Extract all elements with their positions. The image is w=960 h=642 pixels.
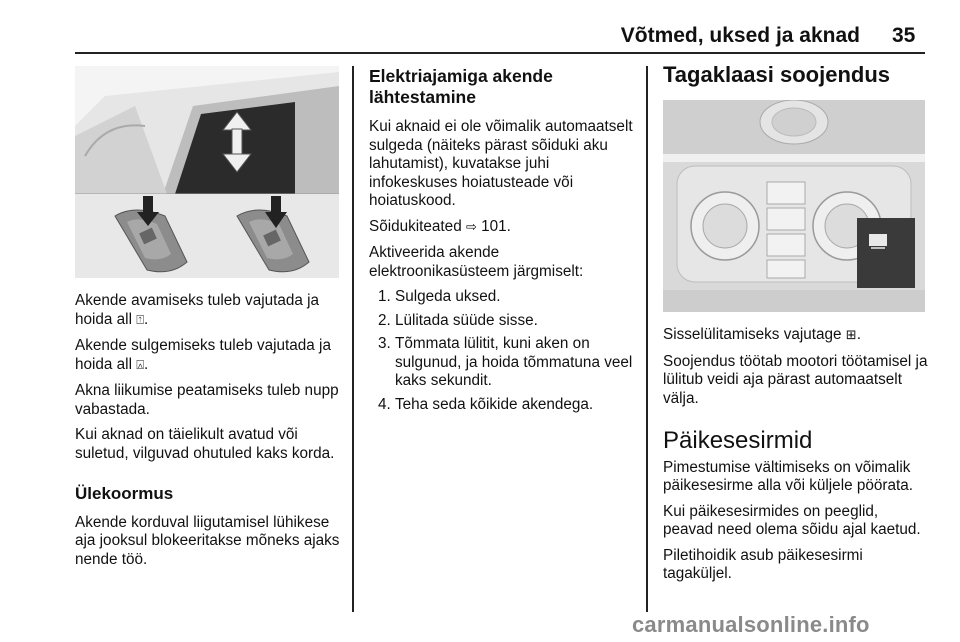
column-divider-1	[352, 66, 354, 612]
paragraph-stop: Akna liikumise peatamiseks tuleb nupp vabastada.	[75, 382, 339, 418]
heading-sun-visors: Päikesesirmid	[663, 427, 813, 454]
paragraph-activate: Aktiveerida akende elektroonikasüsteem järgmiselt:	[369, 244, 584, 280]
paragraph-window-init: Kui aknaid ei ole võimalik automaatselt sulgeda (näiteks pärast sõiduki aku lahutamist), kuvatakse juhi infokeskuses hoiatusteade või hoiatuskood.	[369, 118, 633, 209]
rear-window-heating-icon: ⊞	[845, 328, 857, 343]
list-item: 2. Lülitada süüde sisse.	[395, 312, 637, 331]
left-knob	[691, 192, 759, 260]
right-column-top	[663, 62, 928, 97]
paragraph-heating-auto-off: Soojendus töötab mootori töötamisel ja lülitub veidi aja pärast automaatselt välja.	[663, 352, 928, 407]
paragraph-visor-swivel: Pimestumise vältimiseks on võimalik päikesesirme alla või küljele pöörata.	[663, 458, 913, 494]
car-window-figure	[75, 66, 339, 194]
list-item: 4. Teha seda kõikide akendega.	[395, 396, 637, 415]
list-item: 3. Tõmmata lülitit, kuni aken on sulgunud, ja hoida tõmmatuna veel kaks sekundit.	[395, 335, 637, 391]
paragraph-hazard: Kui aknad on täielikult avatud või suletud, vilguvad ohutuled kaks korda.	[75, 426, 335, 462]
window-key-illustration	[75, 66, 339, 278]
header-rule	[75, 52, 925, 54]
page-number: 35	[892, 24, 916, 47]
paragraph-open-windows: Akende avamiseks tuleb vajutada ja hoida all ⍐.	[75, 292, 320, 328]
heading-rear-window-heating: Tagaklaasi soojendus	[663, 62, 891, 87]
middle-column	[369, 66, 637, 419]
page-reference-arrow-icon: ⇨	[465, 219, 477, 235]
left-column	[75, 292, 341, 576]
paragraph-visor-mirror: Kui päikesesirmides on peeglid, peavad need olema sõidu ajal kaetud.	[663, 502, 921, 538]
paragraph-switch-on: Sisselülitamiseks vajutage ⊞.	[663, 326, 861, 343]
rear-window-heating-button	[857, 218, 915, 288]
paragraph-close-windows: Akende sulgemiseks tuleb vajutada ja hoida all ⍓.	[75, 337, 331, 373]
climate-panel-illustration	[663, 100, 925, 312]
right-column	[663, 326, 931, 591]
steps-list	[369, 288, 637, 414]
paragraph-overload: Akende korduval liigutamisel lühikese aja jooksul blokeeritakse mõneks ajaks nende töö.	[75, 513, 340, 568]
cross-reference: Sõidukiteated ⇨ 101.	[369, 217, 511, 235]
heading-window-init: Elektriajamiga akende lähtestamine	[369, 66, 553, 107]
heading-overload: Ülekoormus	[75, 484, 174, 503]
running-header-title: Võtmed, uksed ja aknad	[620, 24, 860, 47]
list-item: 1. Sulgeda uksed.	[395, 288, 637, 307]
paragraph-ticket-holder: Piletihoidik asub päikesesirmi tagaküljel.	[663, 546, 863, 582]
window-close-icon: ⍓	[136, 357, 145, 373]
center-buttons	[767, 182, 805, 278]
column-divider-2	[646, 66, 648, 612]
window-open-icon: ⍐	[136, 312, 145, 328]
watermark: carmanualsonline.info	[632, 612, 870, 637]
